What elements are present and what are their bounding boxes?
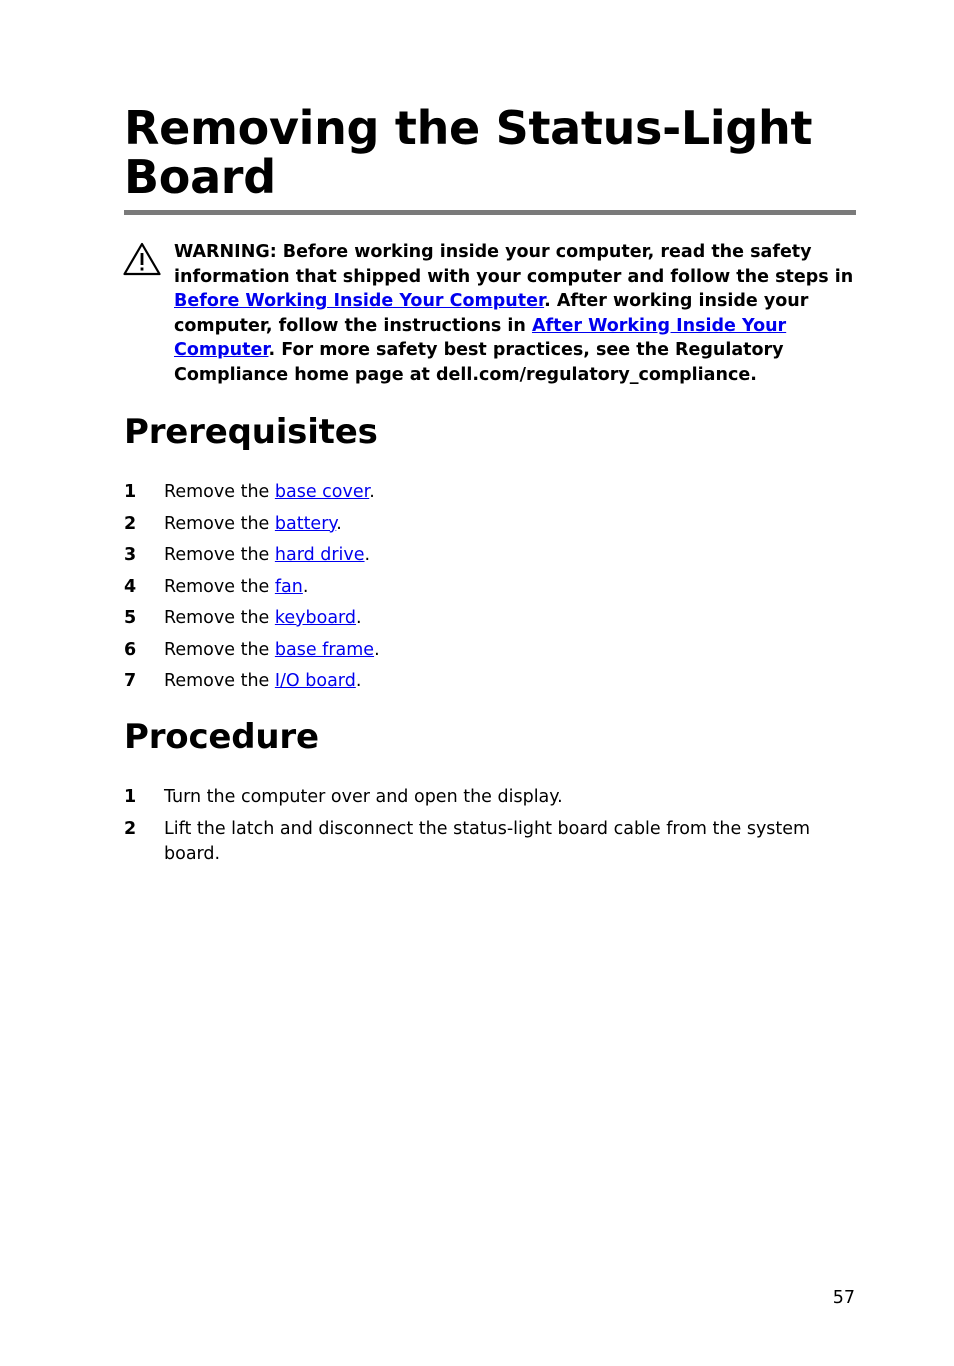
step-suffix: .: [369, 482, 375, 502]
step-number: 1: [124, 482, 137, 502]
procedure-list: [124, 785, 856, 867]
step-number: 5: [124, 608, 137, 628]
list-item: [124, 669, 856, 701]
before-working-link[interactable]: Before Working Inside Your Computer: [174, 291, 545, 312]
step-text: Remove the: [164, 639, 275, 660]
page-title: Removing the Status-Light Board: [124, 101, 813, 204]
step-number: 6: [124, 639, 137, 660]
step-text: Remove the: [164, 576, 275, 597]
step-text: Remove the: [164, 671, 275, 691]
step-number: 2: [124, 818, 137, 839]
step-suffix: .: [364, 545, 371, 565]
step-text: Remove the: [164, 513, 275, 534]
step-number: 1: [124, 787, 137, 807]
list-item: [124, 512, 856, 544]
page-number: 57: [832, 1288, 855, 1308]
step-suffix: .: [302, 576, 309, 597]
list-item: [124, 480, 856, 512]
step-number: 2: [124, 513, 137, 534]
list-item: [124, 785, 856, 810]
step-number: 4: [124, 576, 137, 597]
title-divider: [124, 210, 856, 215]
step-suffix: .: [336, 513, 342, 534]
warning-note: [174, 240, 856, 388]
base-frame-link[interactable]: base frame: [274, 639, 375, 660]
step-number: 3: [124, 545, 137, 565]
after-working-link[interactable]: After Working Inside Your Computer: [174, 315, 787, 361]
step-text: Remove the: [164, 545, 275, 565]
battery-link[interactable]: battery: [274, 513, 337, 534]
warning-text-mid: . After working inside your computer, follow the instructions in: [174, 291, 809, 336]
list-item: [124, 638, 856, 670]
list-item: [124, 575, 856, 607]
step-suffix: .: [356, 608, 362, 628]
warning-text-start: WARNING: Before working inside your computer, read the safety information that shipped with your computer and follow the steps in: [174, 242, 854, 287]
warning-triangle-icon: [123, 242, 161, 276]
procedure-heading: Procedure: [124, 717, 319, 757]
io-board-link[interactable]: I/O board: [274, 671, 356, 691]
step-suffix: .: [355, 671, 362, 691]
step-text: Remove the: [164, 608, 275, 628]
hard-drive-link[interactable]: hard drive: [274, 545, 365, 565]
warning-text-end: . For more safety best practices, see the Regulatory Compliance home page at dell.com/regulatory_compliance.: [174, 340, 784, 385]
step-text: Lift the latch and disconnect the status-light board cable from the system board.: [164, 818, 811, 864]
base-cover-link[interactable]: base cover: [274, 482, 370, 502]
fan-link[interactable]: fan: [274, 576, 303, 597]
prerequisites-list: [124, 480, 856, 701]
list-item: [124, 606, 856, 638]
step-suffix: .: [374, 639, 380, 660]
step-text: Remove the: [164, 482, 275, 502]
step-text: Turn the computer over and open the display.: [164, 787, 563, 807]
prerequisites-heading: Prerequisites: [124, 412, 378, 452]
list-item: [124, 543, 856, 575]
list-item: [124, 817, 856, 867]
keyboard-link[interactable]: keyboard: [274, 608, 357, 628]
step-number: 7: [124, 671, 137, 691]
